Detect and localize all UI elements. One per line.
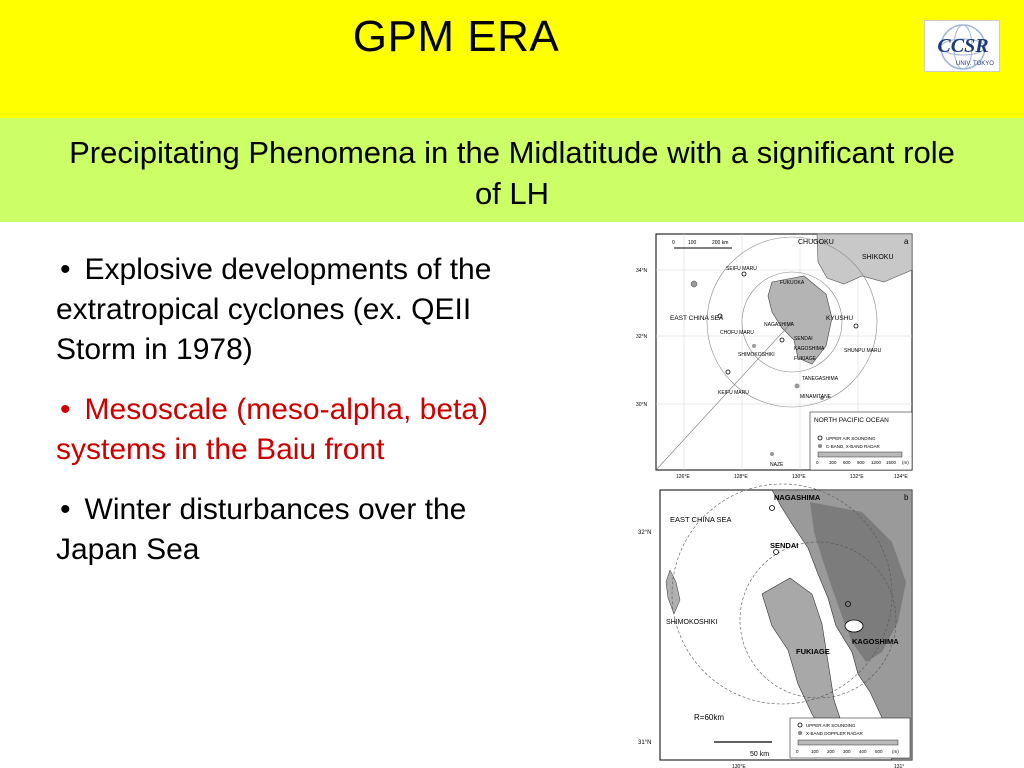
map-a-legend: C-BAND, X-BAND RADAR xyxy=(826,444,880,449)
map-b-lat-label: 32°N xyxy=(638,530,652,536)
map-a-scale-label: 100 xyxy=(688,240,697,246)
map-a-place: NAGASHIMA xyxy=(764,322,795,328)
map-b-height-tick: 0 xyxy=(796,749,799,754)
map-a-place: SHUNPU MARU xyxy=(844,348,882,354)
map-b-lat-label: 31°N xyxy=(638,740,652,746)
map-a-place: EAST CHINA SEA xyxy=(670,315,724,322)
map-a-height-tick: 300 xyxy=(829,460,837,465)
map-b-height-tick: (m) xyxy=(892,749,899,754)
map-a-place: NORTH PACIFIC OCEAN xyxy=(814,417,889,424)
map-b-height-tick: 200 xyxy=(827,749,835,754)
bullet-item xyxy=(56,490,556,570)
map-a-place: CHUGOKU xyxy=(798,239,834,246)
map-a-lon-label: 132°E xyxy=(850,474,864,480)
logo-text: CCSR xyxy=(937,35,989,57)
map-b-height-tick: 300 xyxy=(843,749,851,754)
map-a-lat-label: 34°N xyxy=(636,268,648,274)
map-a-scale-label: 200 km xyxy=(712,240,729,246)
map-b-lon-label: 131° xyxy=(894,764,905,768)
map-a-height-tick: 0 xyxy=(816,460,819,465)
map-a-place: KEIFU MARU xyxy=(718,390,749,396)
map-b-height-tick: 400 xyxy=(859,749,867,754)
map-a-place: SHIKOKU xyxy=(862,254,894,261)
logo-subtext: UNIV. TOKYO xyxy=(956,61,994,67)
map-b-place: SENDAI xyxy=(770,541,799,550)
map-a-scale-label: 0 xyxy=(672,240,675,246)
map-a-height-tick: 900 xyxy=(857,460,865,465)
map-a-place: MINAMITANE xyxy=(800,394,832,400)
bullet-text: Winter disturbances over the Japan Sea xyxy=(56,493,467,566)
slide-title: GPM ERA xyxy=(352,12,560,61)
map-a-place: TANEGASHIMA xyxy=(802,376,839,382)
map-a-panel-label: a xyxy=(904,237,909,246)
map-a-place: KYUSHU xyxy=(826,315,854,322)
map-a-height-tick: 600 xyxy=(843,460,851,465)
map-a-place: SHIMOKOSHIKI xyxy=(738,352,775,358)
map-b-radius-label: R=60km xyxy=(694,713,725,722)
bullet-marker: • xyxy=(60,393,71,426)
map-a-lon-label: 130°E xyxy=(792,474,806,480)
map-a-place: FUKIAGE xyxy=(794,356,816,362)
bullet-text: Mesoscale (meso-alpha, beta) systems in the Baiu front xyxy=(56,393,489,466)
map-b-panel-label: b xyxy=(904,493,909,502)
map-a-place: NAZE xyxy=(770,462,784,468)
ccsr-logo xyxy=(924,20,1000,72)
map-a-place: SEIFU MARU xyxy=(726,266,757,272)
map-a-height-tick: 1200 xyxy=(871,460,882,465)
map-a-height-tick: (m) xyxy=(902,460,909,465)
map-b-height-tick: 100 xyxy=(811,749,819,754)
bullet-item xyxy=(56,250,556,370)
map-b-place: NAGASHIMA xyxy=(774,493,821,502)
map-b-legend: UPPER AIR SOUNDING xyxy=(806,723,856,728)
map-a-place: FUKUOKA xyxy=(780,280,805,286)
map-a-place: SENDAI xyxy=(794,336,813,342)
map-a-lat-label: 32°N xyxy=(636,334,648,340)
map-a-lat-label: 30°N xyxy=(636,402,648,408)
map-a-lon-label: 128°E xyxy=(734,474,748,480)
map-a-place: CHOFU MARU xyxy=(720,330,754,336)
map-a-height-tick: 1500 xyxy=(886,460,897,465)
map-a-place: KAGOSHIMA xyxy=(794,346,825,352)
map-a-legend: UPPER AIR SOUNDING xyxy=(826,436,876,441)
map-b-height-tick: 500 xyxy=(875,749,883,754)
map-a-lon-label: 126°E xyxy=(676,474,690,480)
map-b-place: EAST CHINA SEA xyxy=(670,515,732,524)
kyushu-maps-figure xyxy=(622,222,914,768)
slide-subtitle: Precipitating Phenomena in the Midlatitude with a significant role of LH xyxy=(69,135,955,211)
bullet-marker: • xyxy=(60,493,71,526)
map-b-place: SHIMOKOSHIKI xyxy=(666,619,718,626)
bullet-item xyxy=(56,390,556,470)
bullet-list xyxy=(56,250,556,590)
map-b-place: KAGOSHIMA xyxy=(852,637,899,646)
bullet-marker: • xyxy=(60,253,71,286)
map-a-lon-label: 134°E xyxy=(894,474,908,480)
bullet-text: Explosive developments of the extratropical cyclones (ex. QEII Storm in 1978) xyxy=(56,253,492,366)
map-b-legend: X-BAND DOPPLER RADAR xyxy=(806,731,863,736)
map-b-lon-label: 130°E xyxy=(732,764,746,768)
map-b-place: FUKIAGE xyxy=(796,647,830,656)
map-b-scale-label: 50 km xyxy=(750,751,770,758)
